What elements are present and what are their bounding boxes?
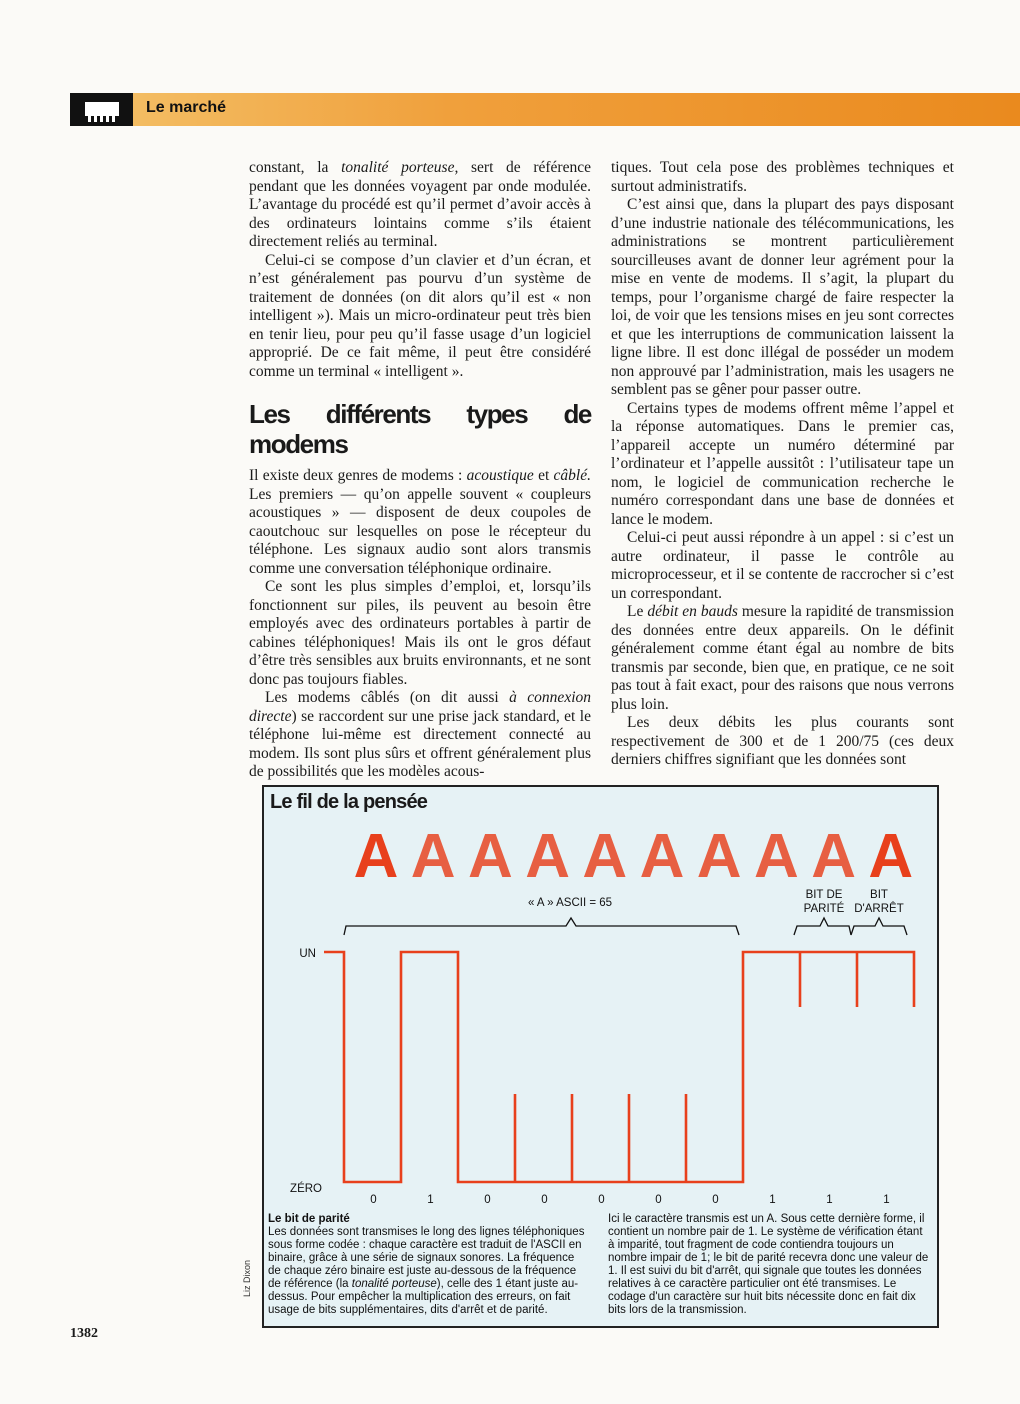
paragraph: Celui-ci peut aussi répondre à un appel : si c’est un autre ordinateur, il passe le contrôle au microprocesseur, et il se contente de raccrocher si c’est un correspondant. (611, 529, 954, 602)
modem-logo-icon (70, 93, 133, 126)
paragraph: Les modems câblés (on dit aussi à connexion directe) se raccordent sur une prise jack standard, et le téléphone lui-même est directement connecté au modem. Ils sont plus sûrs et offrent généralement plus de possibilités que les modèles acous- (249, 689, 591, 780)
caption-right: Ici le caractère transmis est un A. Sous cette dernière forme, il contient un nombre pair de 1. Le système de vérification étant à imparité, tout fragment de code contiendra toujours un nombre impair de 1; le bit de parité recevra donc une valeur de 1. Il est suivi du bit d'arrêt, qui signale que toutes les données relatives à ce caractère particulier ont été transmises. Le codage d'un caractère sur huit bits nécessite donc en fait dix bits lors de la transmission. (608, 1213, 929, 1316)
right-column (611, 159, 954, 770)
ascii-brace (344, 918, 739, 935)
letter-a-glyph: A (868, 822, 914, 891)
bit-value-label: 0 (370, 1194, 377, 1206)
paragraph: Il existe deux genres de modems : acoustique et câblé. Les premiers — qu’on appelle souvent « coupleurs acoustiques » — disposent de deux coupoles de caoutchouc sur lesquelles on pose le récepteur du téléphone. Les signaux audio sont alors transmis comme une conversation téléphonique ordinaire. (249, 467, 591, 577)
paragraph: Certains types de modems offrent même l’appel et la réponse automatiques. Dans le premier cas, l’appareil accepte un numéro déterminé par l’ordinateur et l’appelle aussitôt : l’utilisateur tape un nom, le logiciel de communication recherche le numéro correspondant dans une base de données et lance le modem. (611, 399, 954, 528)
parity-label-line2: PARITÉ (803, 903, 845, 915)
letter-a-glyph: A (468, 822, 513, 891)
level-high-label: UN (299, 948, 316, 960)
caption-left (268, 1213, 586, 1317)
illustration-credit: Liz Dixon (242, 1259, 252, 1297)
letter-a-glyph: A (639, 822, 685, 891)
paragraph: Ce sont les plus simples d’emploi, et, lorsqu’ils fonctionnent sur piles, ils peuvent au besoin être employés avec des ordinateurs portables à partir de cabines téléphoniques! Mais ils ont le gros défaut d’être très sensibles aux bruits environnants, et ne sont donc pas toujours fiables. (249, 578, 591, 688)
bit-value-label: 1 (883, 1194, 890, 1206)
letter-a-glyph: A (353, 822, 399, 891)
stop-label-line2: D'ARRÊT (854, 903, 904, 915)
bit-value-label: 0 (484, 1194, 491, 1206)
paragraph: Celui-ci se compose d’un clavier et d’un écran, et n’est généralement pas pourvu d’un système de traitement de données (on dit alors qu’il est « non intelligent »). Mais un micro-ordinateur peut très bien en tenir lieu, pour peu qu’il fasse usage d’un logiciel approprié. De ce fait même, il peut être considéré comme un terminal « intelligent ». (249, 251, 591, 380)
bit-value-label: 0 (712, 1194, 719, 1206)
page-number: 1382 (70, 1326, 98, 1341)
diagram-title: Le fil de la pensée (270, 791, 428, 813)
paragraph: Les deux débits les plus courants sont respectivement de 300 et de 1 200/75 (ces deux derniers chiffres signifiant que les données sont (611, 714, 954, 768)
bit-value-label: 1 (427, 1194, 434, 1206)
letter-a-glyph: A (582, 822, 628, 891)
letter-a-glyph: A (525, 822, 570, 891)
caption-heading: Le bit de parité (268, 1213, 350, 1225)
ascii-label: « A » ASCII = 65 (527, 897, 613, 909)
paragraph: tiques. Tout cela pose des problèmes techniques et surtout administratifs. (611, 159, 954, 195)
bit-value-label: 1 (826, 1194, 833, 1206)
letter-a-glyph: A (696, 822, 742, 891)
stop-label-line1: BIT (870, 889, 888, 901)
paragraph: constant, la tonalité porteuse, sert de référence pendant que les données voyagent par onde modulée. L’avantage du procédé est qu’il permet d’avoir accès à des ordinateurs lointains comme s’ils étaient directement reliés au terminal. (249, 159, 591, 250)
letter-a-glyph: A (410, 822, 456, 891)
bit-value-label: 1 (769, 1194, 776, 1206)
caption-text: Les données sont transmises le long des lignes téléphoniques sous forme codée : chaque caractère est traduit de l'ASCII en binaire, grâce à une série de signaux sonores. La fréquence de chaque zéro binaire est juste au-dessous de la fréquence de référence (la tonalité porteuse), celle des 1 étant juste au-dessus. Pour empêcher la multiplication des erreurs, on fait usage de bits supplémentaires, dits d'arrêt et de parité. (268, 1226, 585, 1316)
paragraph: Le débit en bauds mesure la rapidité de transmission des données entre deux appareils. On le définit généralement comme étant égal au nombre de bits transmis par seconde, bien que, en pratique, ce ne soit pas tout à fait exact, pour des raisons que nous verrons plus loin. (611, 603, 954, 713)
bit-value-label: 0 (598, 1194, 605, 1206)
level-low-label: ZÉRO (290, 1183, 322, 1195)
parity-label-line1: BIT DE (805, 889, 843, 901)
parity-brace (794, 918, 851, 935)
section-label: Le marché (146, 99, 227, 116)
left-column (249, 159, 591, 782)
signal-diagram (242, 785, 939, 1328)
letter-a-glyph: A (754, 822, 799, 891)
paragraph: C’est ainsi que, dans la plupart des pays disposant d’une industrie nationale des télécommunications, les administrations se montrent particulièrement sourcilleuses avant de donner leur agrément pour la mise en vente de modems. Il s’agit, la plupart du temps, pour l’organisme chargé de faire respecter la loi, de voir que les tensions mises en jeu sont correctes et que les interruptions de communication laissent la ligne libre. Il est donc illégal de posséder un modem non approuvé par l’administration, mais les usagers ne semblent pas se gêner pour passer outre. (611, 196, 954, 398)
letter-a-glyph: A (811, 822, 856, 891)
bit-value-label: 0 (655, 1194, 662, 1206)
stop-brace (851, 918, 907, 935)
section-heading: Les différents types de modems (249, 399, 591, 459)
bit-value-label: 0 (541, 1194, 548, 1206)
signal-waveform (324, 952, 914, 1182)
